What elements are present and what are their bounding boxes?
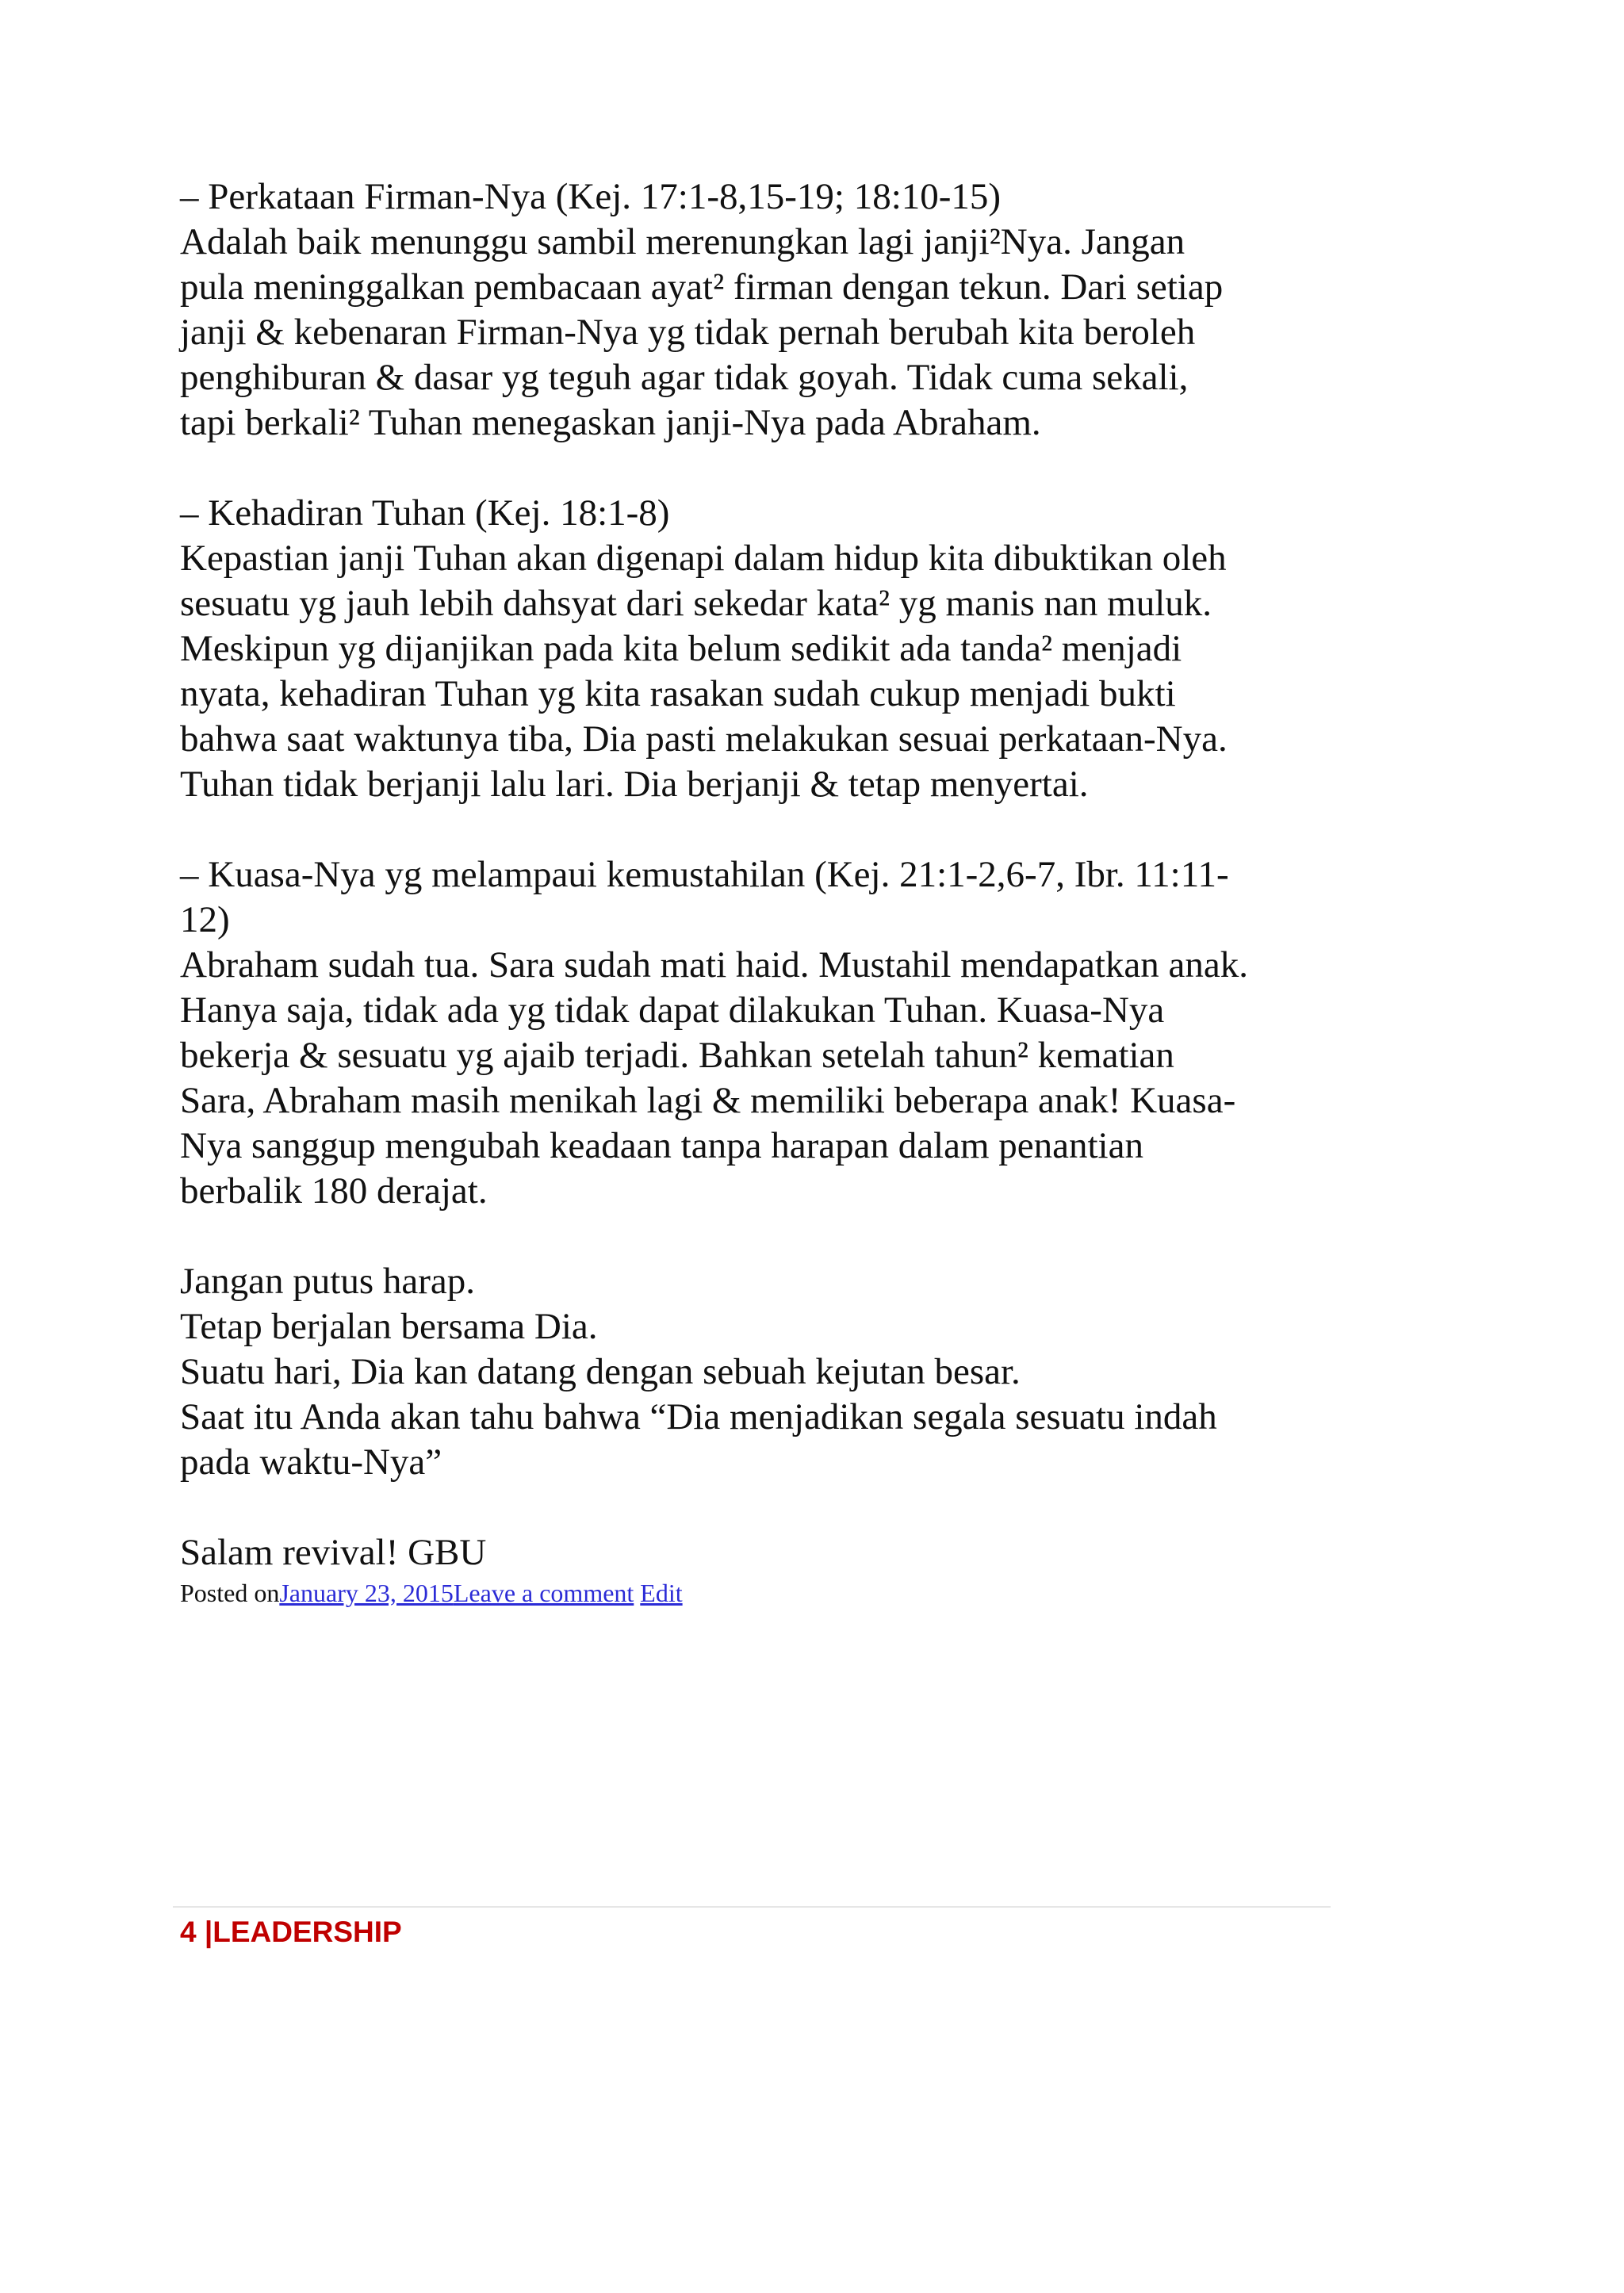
section-firman <box>180 174 1338 446</box>
section-paragraph: Jangan putus harap. Tetap berjalan bersama Dia. Suatu hari, Dia kan datang dengan sebuah kejutan besar. Saat itu Anda akan tahu bahwa “Dia menjadikan segala sesuatu indah pada waktu-Nya” <box>180 1261 1217 1483</box>
article-body <box>180 174 1338 1609</box>
footer-separator: | <box>196 1916 213 1948</box>
leave-comment-link[interactable]: Leave a comment <box>453 1579 634 1607</box>
section-kehadiran <box>180 491 1338 807</box>
post-meta <box>180 1577 1338 1609</box>
footer-divider <box>173 1906 1331 1908</box>
section-heading: – Kuasa-Nya yg melampaui kemustahilan (Kej. 21:1-2,6-7, Ibr. 11:11- 12) <box>180 854 1229 940</box>
edit-link[interactable]: Edit <box>640 1579 683 1607</box>
section-paragraph: Abraham sudah tua. Sara sudah mati haid. Mustahil mendapatkan anak. Hanya saja, tidak ada yg tidak dapat dilakukan Tuhan. Kuasa-Nya bekerja & sesuatu yg ajaib terjadi. Bahkan setelah tahun² kematian Sara, Abraham masih menikah lagi & memiliki beberapa anak! Kuasa- Nya sanggup mengubah keadaan tanpa harapan dalam penantian berbalik 180 derajat. <box>180 944 1248 1212</box>
page-number: 4 <box>180 1916 197 1948</box>
section-heading: – Kehadiran Tuhan (Kej. 18:1-8) <box>180 492 670 534</box>
section-kuasa <box>180 852 1338 1214</box>
section-paragraph: Adalah baik menunggu sambil merenungkan lagi janji²Nya. Jangan pula meninggalkan pembacaan ayat² firman dengan tekun. Dari setiap janji & kebenaran Firman-Nya yg tidak pernah berubah kita beroleh penghiburan & dasar yg teguh agar tidak goyah. Tidak cuma sekali, tapi berkali² Tuhan menegaskan janji-Nya pada Abraham. <box>180 221 1224 443</box>
section-heading: – Perkataan Firman-Nya (Kej. 17:1-8,15-19; 18:10-15) <box>180 176 1002 217</box>
posted-on-label: Posted on <box>180 1579 280 1607</box>
post-date-link[interactable]: January 23, 2015 <box>279 1579 454 1607</box>
closing-greeting: Salam revival! GBU <box>180 1532 487 1573</box>
section-penutup <box>180 1259 1338 1485</box>
footer-section-title: LEADERSHIP <box>213 1916 402 1948</box>
section-paragraph: Kepastian janji Tuhan akan digenapi dalam hidup kita dibuktikan oleh sesuatu yg jauh lebih dahsyat dari sekedar kata² yg manis nan muluk. Meskipun yg dijanjikan pada kita belum sedikit ada tanda² menjadi nyata, kehadiran Tuhan yg kita rasakan sudah cukup menjadi bukti bahwa saat waktunya tiba, Dia pasti melakukan sesuai perkataan-Nya. Tuhan tidak berjanji lalu lari. Dia berjanji & tetap menyertai. <box>180 538 1228 805</box>
page-footer <box>180 1912 402 1952</box>
